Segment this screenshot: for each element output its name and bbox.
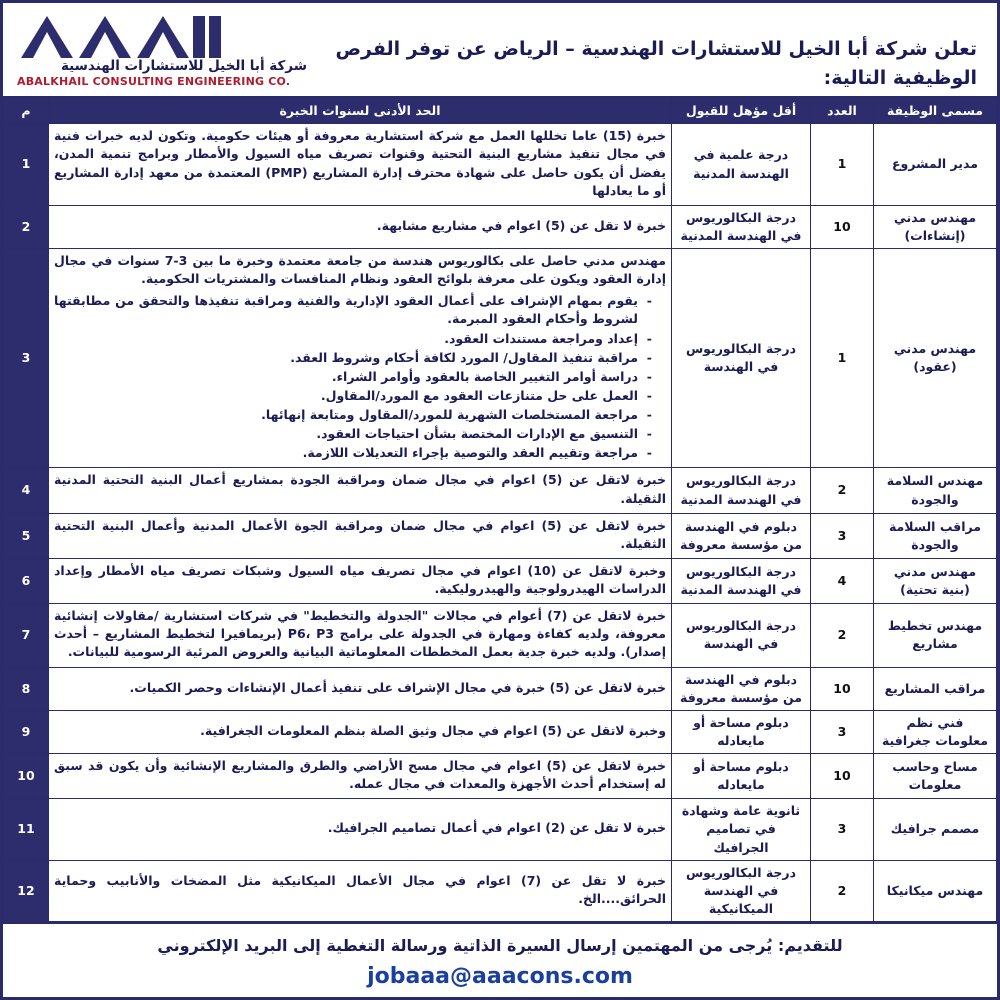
cell-job-title: مراقب السلامة والجودة [874, 513, 997, 558]
cell-row-number: 1 [4, 124, 49, 206]
header-job-title: مسمى الوظيفة [874, 99, 997, 124]
jobs-table [3, 98, 997, 922]
table-row [4, 667, 997, 710]
page-title: تعلن شركة أبا الخيل للاستشارات الهندسية – الرياض عن توفر الفرص الوظيفية التالية: [335, 38, 977, 89]
cell-experience [49, 124, 672, 206]
cell-row-number: 7 [4, 604, 49, 667]
company-name-english: ABALKHAIL CONSULTING ENGINEERING CO. [17, 74, 291, 88]
cell-count: 3 [811, 710, 874, 753]
cell-row-number: 12 [4, 860, 49, 921]
company-logo-block [17, 14, 307, 88]
cell-qualification: درجة البكالوريوس في الهندسة المدنية [672, 558, 811, 603]
jobs-table-head [4, 99, 997, 124]
cell-count: 10 [811, 754, 874, 799]
table-row [4, 754, 997, 799]
document-footer [3, 922, 997, 997]
list-item: - العمل على حل متنازعات العقود مع المورد/المقاول. [54, 387, 640, 405]
header-number: م [4, 99, 49, 124]
cell-job-title: فني نظم معلومات جغرافية [874, 710, 997, 753]
experience-text: خبرة (15) عاما تخللها العمل مع شركة استشارية معروفة أو هيئات حكومية. وتكون لديه خبرات فنية في مجال تنفيذ مشاريع البنية التحتية وقنوات تصريف مياه السيول والأمطار وبرامج تنمية المدن، يفضل أن يكون حاصل على شهادة محترف إدارة المشاريع (PMP) المعتمدة من معهد إدارة المشاريع أو ما يعادلها [54, 128, 666, 198]
cell-job-title: مهندس مدني (عقود) [874, 249, 997, 468]
table-row [4, 513, 997, 558]
table-row [4, 468, 997, 513]
experience-text: خبرة لا تقل عن (7) اعوام في مجال الأعمال الميكانيكية مثل المضخات والأنابيب وحماية الحرائق....الخ. [54, 872, 666, 906]
experience-text: خبرة لا تقل عن (5) اعوام في مشاريع مشابهة. [376, 217, 666, 233]
list-item: - التنسيق مع الإدارات المختصة بشأن احتياجات العقود. [54, 425, 640, 443]
cell-count: 10 [811, 667, 874, 710]
company-name-arabic: شركة أبا الخيل للاستشارات الهندسية [60, 57, 307, 74]
experience-text: خبرة لاتقل عن (5) اعوام في مجال مسح الأراضي والطرق والمشاريع الإنشائية وأن يكون قد سبق له إستخدام أحدث الأجهزة والمعدات في مجال عمله. [54, 758, 666, 792]
table-row [4, 124, 997, 206]
cell-experience [49, 860, 672, 921]
experience-text: مهندس مدني حاصل على بكالوريوس هندسة من جامعة معتمدة وخبرة ما بين 3-7 سنوات في مجال إدارة العقود ويكون على معرفة بلوائح العقود ونظام المنافسات والمشتريات الحكومية. [54, 253, 666, 287]
cell-job-title: مهندس مدني (بنية تحتية) [874, 558, 997, 603]
cell-row-number: 6 [4, 558, 49, 603]
cell-job-title: مساح وحاسب معلومات [874, 754, 997, 799]
jobs-table-body [4, 124, 997, 922]
cell-count: 3 [811, 513, 874, 558]
cell-experience [49, 249, 672, 468]
cell-job-title: مهندس تخطيط مشاريع [874, 604, 997, 667]
cell-count: 2 [811, 604, 874, 667]
header-qualification: أقل مؤهل للقبول [672, 99, 811, 124]
contact-email[interactable]: jobaaa@aaacons.com [367, 964, 633, 989]
cell-row-number: 5 [4, 513, 49, 558]
jobs-table-wrap [3, 98, 997, 922]
list-item: - إعداد ومراجعة مستندات العقود. [54, 330, 640, 348]
document-header [3, 3, 997, 98]
cell-qualification: درجة البكالوريوس في الهندسة [672, 249, 811, 468]
experience-text: وخبرة لاتقل عن (5) اعوام في مجال وثيق الصلة بنظم المعلومات الجغرافية. [200, 722, 666, 738]
experience-text: خبرة لا تقل عن (2) اعوام في أعمال تصاميم الجرافيك. [327, 820, 666, 836]
experience-text: خبرة لاتقل عن (5) خبرة في مجال الإشراف على تنفيذ أعمال الإنشاءات وحصر الكميات. [129, 679, 666, 695]
list-item: - يقوم بمهام الإشراف على أعمال العقود الإدارية والفنية ومراقبة تنفيذها والتحقق من مطابقتها لشروط وأحكام العقود المبرمة. [54, 292, 640, 328]
cell-count: 2 [811, 860, 874, 921]
cell-row-number: 8 [4, 667, 49, 710]
cell-count: 1 [811, 249, 874, 468]
cell-qualification: درجة البكالوريوس في الهندسة المدنية [672, 468, 811, 513]
aaa-logo-icon [17, 14, 303, 60]
table-row [4, 710, 997, 753]
header-experience: الحد الأدنى لسنوات الخبرة [49, 99, 672, 124]
cell-qualification: دبلوم مساحة أو مايعادله [672, 710, 811, 753]
experience-text: خبرة لاتقل عن (7) أعوام في مجالات "الجدولة والتخطيط" في شركات استشارية /مقاولات إنشائية معروفة، ولديه كفاءة ومهارة في الجدولة على برامج P6، P3 (بريمافيرا لتخطيط المشاريع – أحدث إصدار). ولديه خبرة جدية بعمل المخططات المعلوماتية البيانية والعروض المرئية الرسومية للبيانات. [54, 608, 666, 660]
cell-job-title: مهندس ميكانيكا [874, 860, 997, 921]
cell-job-title: مدير المشروع [874, 124, 997, 206]
cell-qualification: درجة البكالوريوس في الهندسة المدنية [672, 205, 811, 248]
cell-qualification: دبلوم مساحة أو مايعادله [672, 754, 811, 799]
cell-row-number: 4 [4, 468, 49, 513]
cell-experience [49, 513, 672, 558]
list-item: - مراقبة تنفيذ المقاول/ المورد لكافة أحكام وشروط العقد. [54, 349, 640, 367]
experience-text: وخبرة لاتقل عن (10) اعوام في مجال تصريف مياه السيول وشبكات تصريف مياه الأمطار وإعداد الدراسات الهيدرولوجية والهيدروليكية. [54, 562, 666, 596]
cell-qualification: ثانوية عامة وشهادة في تصاميم الجرافيك [672, 799, 811, 860]
cell-experience [49, 205, 672, 248]
cell-row-number: 9 [4, 710, 49, 753]
list-item: - دراسة أوامر التغيير الخاصة بالعقود وأوامر الشراء. [54, 368, 640, 386]
list-item: - مراجعة وتقييم العقد والتوصية بإجراء التعديلات اللازمة. [54, 444, 640, 462]
cell-qualification: درجة البكالوريوس في الهندسة الميكانيكية [672, 860, 811, 921]
header-count: العدد [811, 99, 874, 124]
experience-text: خبرة لاتقل عن (5) اعوام في مجال ضمان ومراقبة الجودة بمشاريع أعمال البنية التحتية المدنية الثقيلة. [54, 472, 666, 506]
cell-job-title: مصمم جرافيك [874, 799, 997, 860]
cell-job-title: مهندس السلامة والجودة [874, 468, 997, 513]
table-row [4, 249, 997, 468]
cell-job-title: مراقب المشاريع [874, 667, 997, 710]
cell-experience [49, 558, 672, 603]
cell-qualification: درجة البكالوريوس في الهندسة [672, 604, 811, 667]
cell-experience [49, 754, 672, 799]
cell-row-number: 3 [4, 249, 49, 468]
table-row [4, 604, 997, 667]
cell-experience [49, 604, 672, 667]
cell-experience [49, 667, 672, 710]
cell-count: 3 [811, 799, 874, 860]
table-row [4, 799, 997, 860]
table-row [4, 558, 997, 603]
table-row [4, 205, 997, 248]
apply-instruction: للتقديم: يُرجى من المهتمين إرسال السيرة الذاتية ورسالة التغطية إلى البريد الإلكتروني [157, 936, 843, 955]
list-item: - مراجعة المستخلصات الشهرية للمورد/المقاول ومتابعة إنهائها. [54, 406, 640, 424]
cell-row-number: 11 [4, 799, 49, 860]
cell-job-title: مهندس مدني (إنشاءات) [874, 205, 997, 248]
cell-count: 2 [811, 468, 874, 513]
table-header-row [4, 99, 997, 124]
cell-experience [49, 799, 672, 860]
table-row [4, 860, 997, 921]
cell-count: 10 [811, 205, 874, 248]
cell-row-number: 2 [4, 205, 49, 248]
cell-count: 4 [811, 558, 874, 603]
cell-row-number: 10 [4, 754, 49, 799]
cell-qualification: دبلوم في الهندسة من مؤسسة معروفة [672, 667, 811, 710]
experience-text: خبرة لاتقل عن (5) اعوام في مجال ضمان ومراقبة الجوة الأعمال المدنية وأعمال البنية التحتية الثقيلة. [54, 517, 666, 551]
cell-qualification: دبلوم في الهندسة من مؤسسة معروفة [672, 513, 811, 558]
cell-count: 1 [811, 124, 874, 206]
cell-qualification: درجة علمية في الهندسة المدنية [672, 124, 811, 206]
experience-bullet-list [54, 292, 654, 462]
cell-experience [49, 468, 672, 513]
cell-experience [49, 710, 672, 753]
